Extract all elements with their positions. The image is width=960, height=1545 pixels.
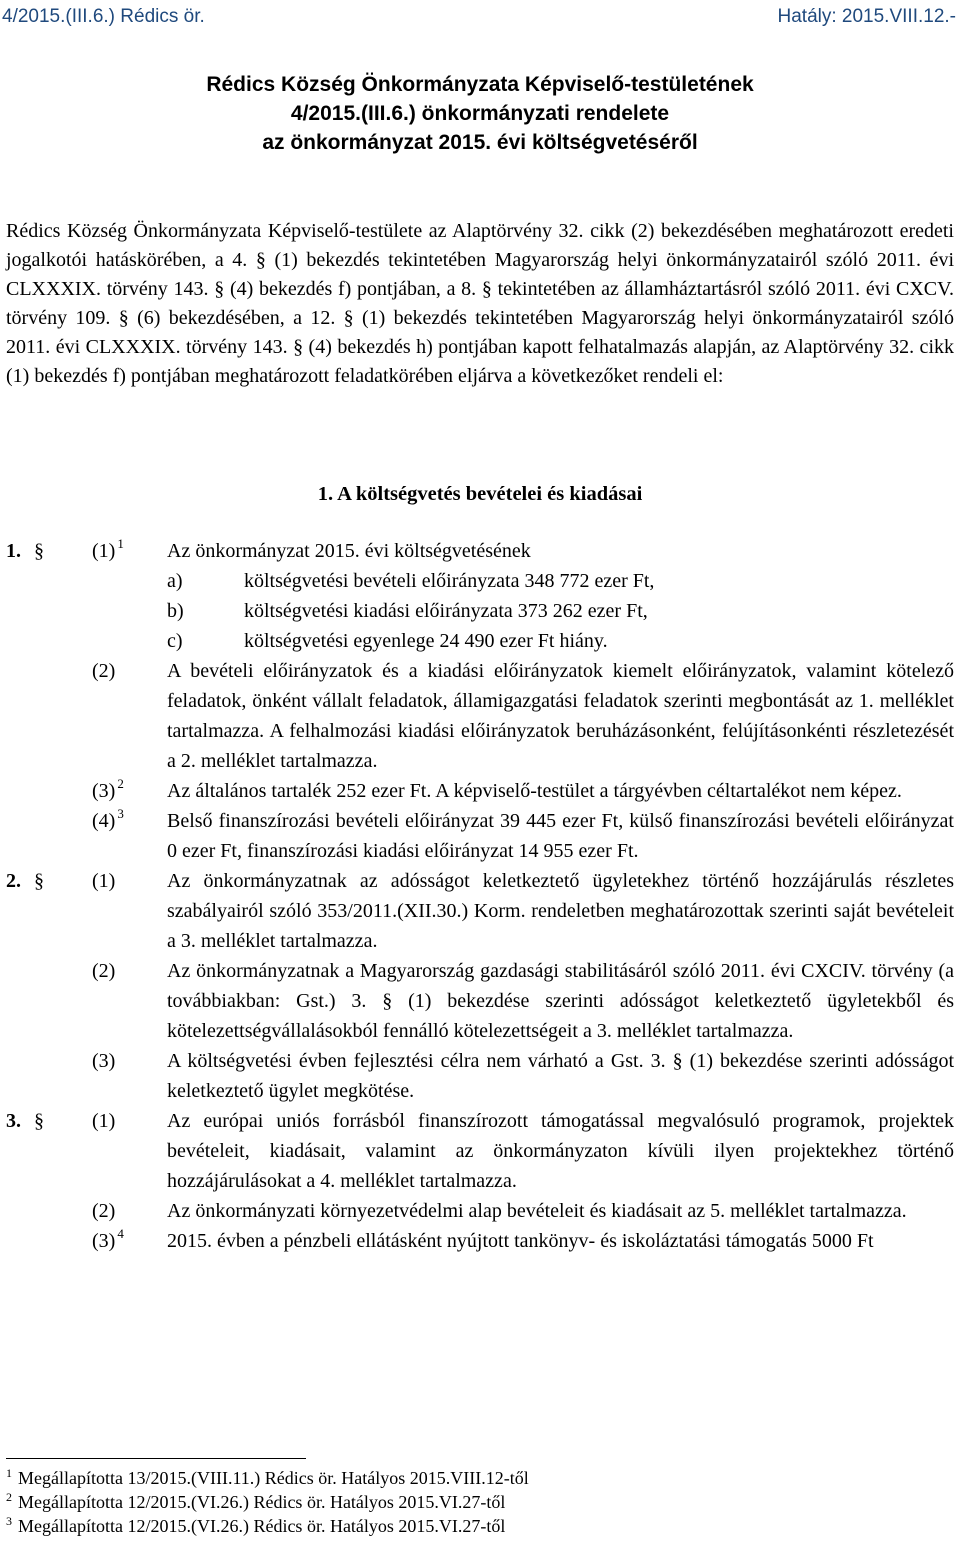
paragraph-number: (3) $^2$: [92, 776, 124, 802]
item-text: költségvetési egyenlege 24 490 ezer Ft hiány.: [244, 630, 608, 652]
section-title: 1. A költségvetés bevételei és kiadásai: [317, 483, 643, 505]
paragraph-text: Az önkormányzatnak a Magyarország gazdasági stabilitásáról szóló 2011. évi CXCIV. törvény (a továbbiakban: Gst.) 3. § (1) bekezdése szerinti adósságot keletkeztető ügyletekből és kötelezettségvállalásokból fennálló kötelezettségeit a 3. melléklet tartalmazza.: [167, 960, 954, 1042]
footnote-text: Megállapította 12/2015.(VI.26.) Rédics ör. Hatályos 2015.VI.27-től: [18, 1516, 506, 1536]
paragraph-number: (1): [92, 1110, 116, 1132]
paragraph: [0, 1226, 960, 1256]
title-line-3: az önkormányzat 2015. évi költségvetéséről: [262, 131, 698, 154]
paragraph-symbol: §: [34, 870, 44, 892]
document-title: [0, 70, 960, 157]
paragraph: [0, 866, 960, 956]
preamble: Rédics Község Önkormányzata Képviselő-testülete az Alaptörvény 32. cikk (2) bekezdésében meghatározott eredeti jogalkotói hatáskörében, a 4. § (1) bekezdés tekintetében Magyarország helyi önkormányzatairól szóló 2011. évi CLXXXIX. törvény 143. § (4) bekezdés f) pontjában, a 8. § tekintetében az államháztartásról szóló 2011. évi CXCV. törvény 109. § (6) bekezdésében, a 12. § (1) bekezdés tekintetében Magyarország helyi önkormányzatairól szóló 2011. évi CLXXXIX. törvény 143. § (4) bekezdés h) pontjában kapott felhatalmazás alapján, az Alaptörvény 32. cikk (1) bekezdés f) pontjában meghatározott feladatkörében eljárva a következőket rendeli el:: [6, 220, 954, 387]
paragraph: [0, 806, 960, 866]
footnote-ref[interactable]: 3: [117, 806, 124, 821]
article-number: 3.: [6, 1110, 21, 1132]
page-header: [0, 6, 956, 32]
paragraph-number: (1): [92, 870, 116, 892]
paragraph-text: Az általános tartalék 252 ezer Ft. A képviselő-testület a tárgyévben céltartalékot nem képez.: [167, 780, 902, 802]
paragraph-number: (3): [92, 1050, 116, 1072]
paragraph-symbol: §: [34, 1110, 44, 1132]
paragraph-text: Belső finanszírozási bevételi előirányzat 39 445 ezer Ft, külső finanszírozási bevételi előirányzat 0 ezer Ft, finanszírozási kiadási előirányzat 14 955 ezer Ft.: [167, 810, 954, 862]
article-2: [0, 866, 960, 1106]
paragraph-text: Az önkormányzati környezetvédelmi alap bevételeit és kiadásait az 5. melléklet tartalmazza.: [167, 1200, 907, 1222]
article-1: [0, 536, 960, 866]
paragraph-text: Az európai uniós forrásból finanszírozott támogatással megvalósuló programok, projektek bevételeit, kiadásait, valamint az önkormányzaton kívüli ilyen projektekhez történő hozzájárulásokat a 4. melléklet tartalmazza.: [167, 1110, 954, 1192]
article-number: 2.: [6, 870, 21, 892]
item-letter: a): [167, 570, 183, 592]
paragraph: [0, 1046, 960, 1106]
paragraph-text: Az önkormányzat 2015. évi költségvetésének: [167, 540, 531, 562]
footnote-number: 3: [6, 1514, 12, 1528]
title-line-2: 4/2015.(III.6.) önkormányzati rendelete: [290, 102, 670, 125]
list-item: [0, 566, 960, 596]
item-text: költségvetési kiadási előirányzata 373 262 ezer Ft,: [244, 600, 648, 622]
footnote-ref[interactable]: 1: [117, 536, 124, 551]
footnote: [6, 1490, 946, 1514]
paragraph: [0, 776, 960, 806]
header-decree-ref: 4/2015.(III.6.) Rédics ör.: [2, 6, 205, 27]
footnote-separator: [6, 1458, 306, 1459]
paragraph: [0, 656, 960, 776]
articles-body: [0, 536, 960, 1256]
footnotes: [6, 1466, 946, 1538]
article-number: 1.: [6, 540, 21, 562]
paragraph: [0, 956, 960, 1046]
paragraph-number: (1) $^1$: [92, 536, 124, 562]
footnote: [6, 1514, 946, 1538]
footnote-number: 2: [6, 1490, 12, 1504]
paragraph-symbol: §: [34, 540, 44, 562]
item-letter: b): [167, 600, 184, 622]
footnote-number: 1: [6, 1466, 12, 1480]
paragraph-text: A bevételi előirányzatok és a kiadási előirányzatok kiemelt előirányzatok, valamint kötelező feladatok, önként vállalt feladatok, államigazgatási feladatok szerinti megbontását az 1. melléklet tartalmazza. A felhalmozási kiadási előirányzatok beruházásonként, felújításonkénti részletezését a 2. melléklet tartalmazza.: [167, 660, 954, 772]
title-line-1: Rédics Község Önkormányzata Képviselő-testületének: [206, 73, 754, 96]
paragraph-number: (3) $^4$: [92, 1226, 124, 1252]
article-3: [0, 1106, 960, 1256]
list-item: [0, 626, 960, 656]
paragraph-text: Az önkormányzatnak az adósságot keletkeztető ügyletekhez történő hozzájárulás részletes szabályairól szóló 353/2011.(XII.30.) Korm. rendeletben meghatározottak szerinti saját bevételeit a 3. melléklet tartalmazza.: [167, 870, 954, 952]
paragraph-text: A költségvetési évben fejlesztési célra nem várható a Gst. 3. § (1) bekezdése szerinti adósságot keletkeztető ügylet megkötése.: [167, 1050, 954, 1102]
paragraph-number: (2): [92, 1200, 116, 1222]
footnote-text: Megállapította 12/2015.(VI.26.) Rédics ör. Hatályos 2015.VI.27-től: [18, 1492, 506, 1512]
paragraph: [0, 1106, 960, 1196]
paragraph-number: (2): [92, 660, 116, 682]
paragraph-text: 2015. évben a pénzbeli ellátásként nyújtott tankönyv- és iskoláztatási támogatás 5000 Ft: [167, 1230, 874, 1252]
item-text: költségvetési bevételi előirányzata 348 772 ezer Ft,: [244, 570, 655, 592]
item-letter: c): [167, 630, 183, 652]
paragraph-number: (2): [92, 960, 116, 982]
footnote: [6, 1466, 946, 1490]
paragraph: [0, 1196, 960, 1226]
list-item: [0, 596, 960, 626]
paragraph-number: (4) $^3$: [92, 806, 124, 832]
footnote-ref[interactable]: 2: [117, 776, 124, 791]
footnote-ref[interactable]: 4: [117, 1226, 124, 1241]
paragraph: [0, 536, 960, 566]
footnote-text: Megállapította 13/2015.(VIII.11.) Rédics ör. Hatályos 2015.VIII.12-től: [18, 1468, 529, 1488]
header-effective-date: Hatály: 2015.VIII.12.-: [777, 6, 956, 27]
